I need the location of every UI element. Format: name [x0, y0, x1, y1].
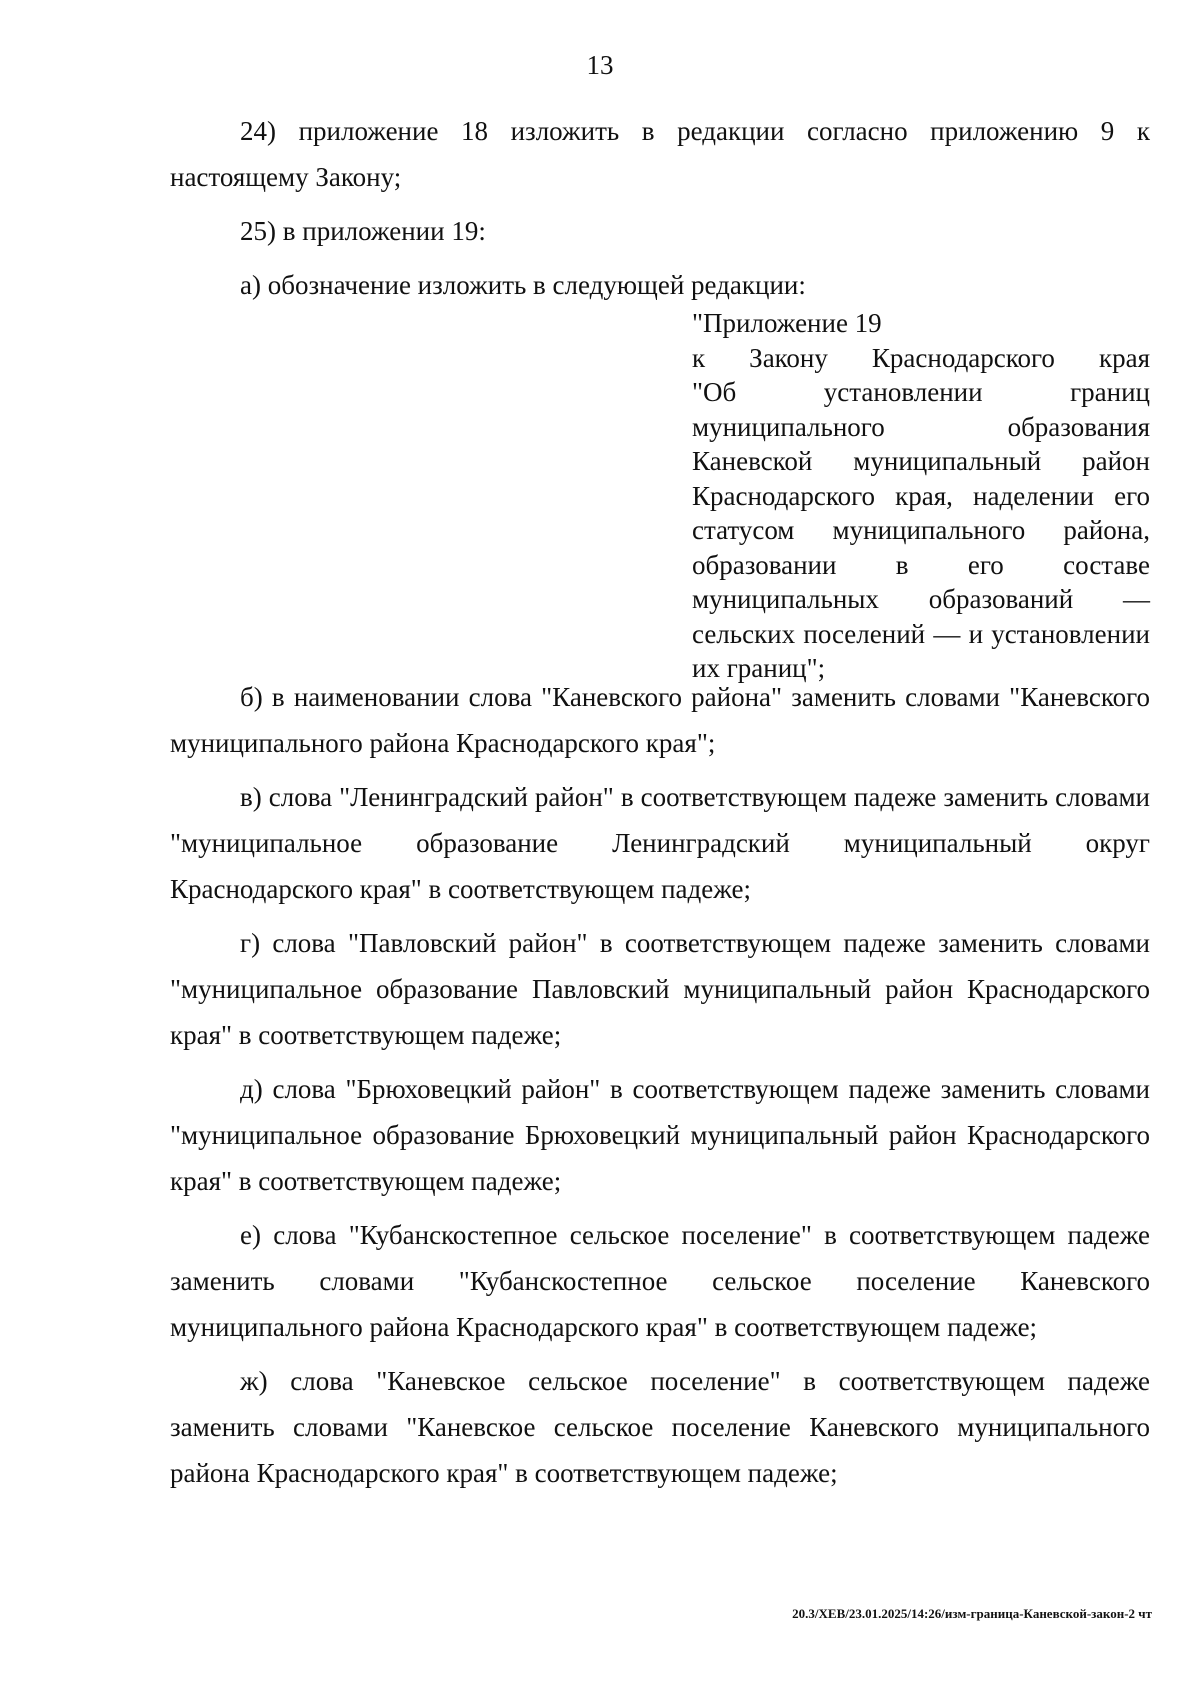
amendment-item-24: 24) приложение 18 изложить в редакции согласно приложению 9 к настоящему Закону; — [170, 116, 1150, 192]
amendment-item-25: 25) в приложении 19: — [240, 216, 486, 246]
annex-law-name: "Об установлении границ муниципального образования Каневской муниципальный район Краснодарского края, наделении его статусом муниципального района, образовании в его составе муниципальных образований — сельских поселений — и установлении их границ"; — [692, 377, 1150, 683]
amendment-subitem-g: г) слова "Павловский район" в соответствующем падеже заменить словами "муниципальное образование Павловский муниципальный район Краснодарского края" в соответствующем падеже; — [170, 928, 1150, 1050]
amendment-subitem-v: в) слова "Ленинградский район" в соответствующем падеже заменить словами "муниципальное образование Ленинградский муниципальный округ Краснодарского края" в соответствующем падеже; — [170, 782, 1150, 904]
document-footer-code: 20.3/ХЕВ/23.01.2025/14:26/изм-граница-Каневской-закон-2 чт — [792, 1606, 1152, 1621]
amendment-subitem-d: д) слова "Брюховецкий район" в соответствующем падеже заменить словами "муниципальное образование Брюховецкий муниципальный район Краснодарского края" в соответствующем падеже; — [170, 1074, 1150, 1196]
annex-law-reference: к Закону Краснодарского края — [692, 342, 1150, 373]
page-number: 13 — [586, 50, 614, 80]
amendment-subitem-b: б) в наименовании слова "Каневского района" заменить словами "Каневского муниципального района Краснодарского края"; — [170, 682, 1150, 758]
annex-title: "Приложение 19 — [692, 308, 882, 338]
amendment-subitem-zh: ж) слова "Каневское сельское поселение" в соответствующем падеже заменить словами "Каневское сельское поселение Каневского муниципального района Краснодарского края" в соответствующем падеже; — [170, 1366, 1150, 1488]
annex-heading-block — [692, 306, 1150, 686]
amendment-list-bottom — [170, 674, 1150, 1504]
amendment-subitem-e: е) слова "Кубанскостепное сельское поселение" в соответствующем падеже заменить словами "Кубанскостепное сельское поселение Каневского муниципального района Краснодарского края" в соответствующем падеже; — [170, 1220, 1150, 1342]
amendment-list-top — [170, 108, 1150, 316]
amendment-subitem-a: а) обозначение изложить в следующей редакции: — [240, 270, 806, 300]
